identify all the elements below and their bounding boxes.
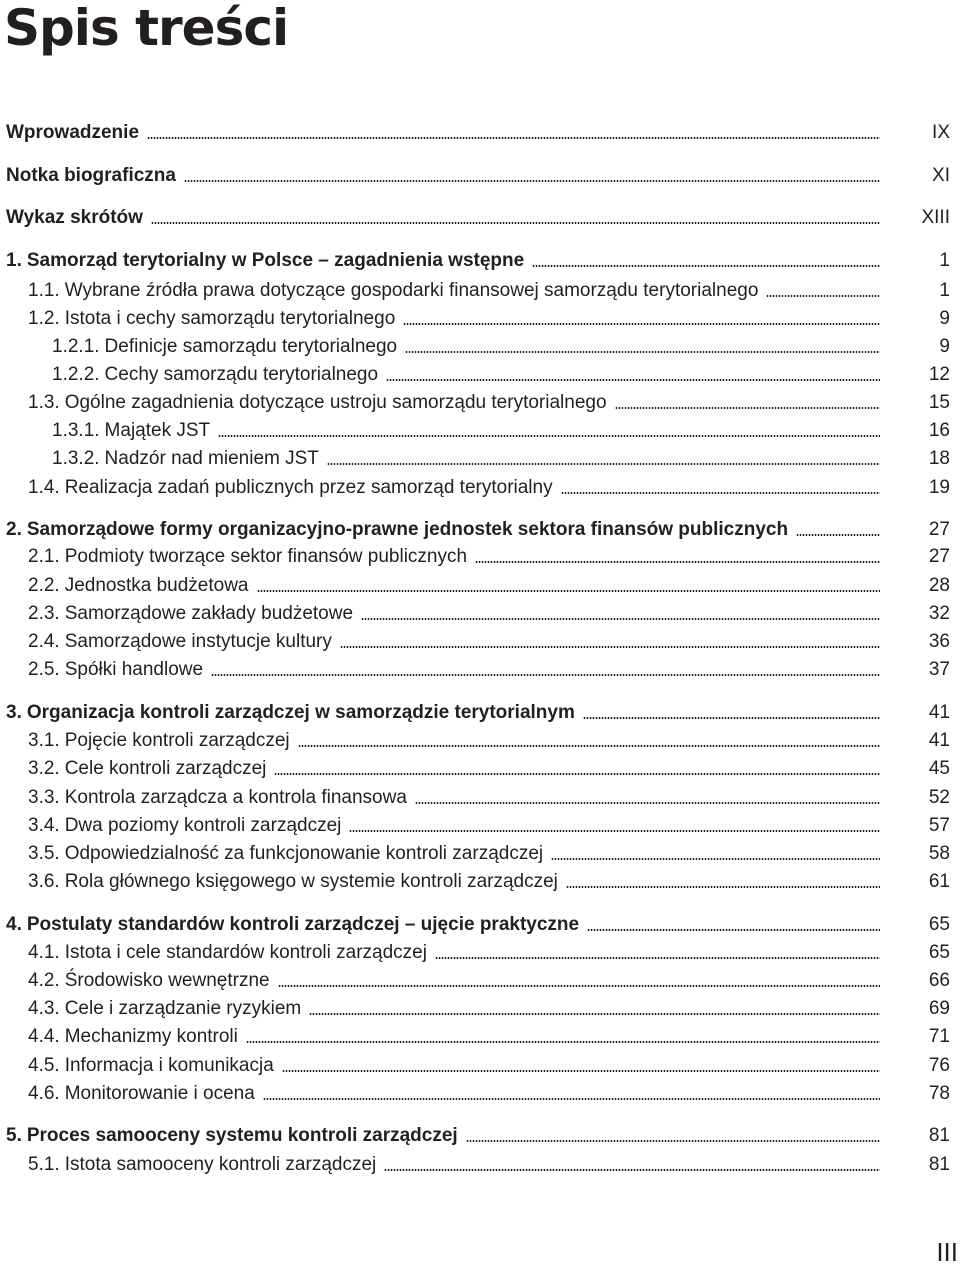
- section-number: 1.3.1.: [52, 420, 100, 441]
- leader-dots: [211, 674, 880, 676]
- page-reference: 61: [928, 871, 950, 892]
- leader-dots: [298, 745, 880, 747]
- toc-row: [0, 277, 960, 305]
- page-reference: 18: [928, 448, 950, 469]
- section-title: Wprowadzenie: [6, 122, 140, 143]
- leader-dots: [309, 1013, 880, 1015]
- section-number: 1.4.: [28, 477, 60, 498]
- page-reference: 81: [928, 1125, 950, 1146]
- leader-dots: [561, 492, 880, 494]
- leader-dots: [151, 222, 880, 224]
- toc-entry[interactable]: [52, 417, 880, 445]
- toc-entry[interactable]: [52, 445, 880, 473]
- toc-row: [0, 1080, 960, 1108]
- leader-dots: [551, 858, 880, 860]
- toc-row: [0, 939, 960, 967]
- toc-entry[interactable]: [28, 389, 880, 417]
- toc-entry[interactable]: [28, 1052, 880, 1080]
- leader-dots: [278, 985, 880, 987]
- section-title: Środowisko wewnętrzne: [64, 970, 270, 991]
- page-reference: 28: [928, 575, 950, 596]
- page-reference: XI: [932, 165, 950, 186]
- toc-entry[interactable]: [52, 361, 880, 389]
- section-title: Notka biograficzna: [6, 165, 176, 186]
- page-reference: 16: [928, 420, 950, 441]
- section-number: 3.4.: [28, 815, 60, 836]
- toc-row: [0, 543, 960, 571]
- section-title: Definicje samorządu terytorialnego: [104, 336, 398, 357]
- section-number: 2.: [6, 519, 22, 540]
- toc-entry[interactable]: [28, 600, 880, 628]
- toc-row: [0, 1122, 960, 1150]
- toc-entry[interactable]: [6, 911, 880, 939]
- toc-row: [0, 474, 960, 502]
- leader-dots: [532, 265, 880, 267]
- toc-row: [0, 600, 960, 628]
- toc-row: [0, 119, 960, 147]
- page-reference: 58: [928, 843, 950, 864]
- toc-row: [0, 162, 960, 190]
- leader-dots: [384, 1169, 880, 1171]
- leader-dots: [475, 561, 880, 563]
- page-reference: 78: [928, 1083, 950, 1104]
- leader-dots: [257, 590, 881, 592]
- toc-row: [0, 516, 960, 544]
- section-number: 1.2.: [28, 308, 60, 329]
- leader-dots: [361, 618, 880, 620]
- section-number: 5.: [6, 1125, 22, 1146]
- section-number: 2.3.: [28, 603, 60, 624]
- section-number: 3.1.: [28, 730, 60, 751]
- section-title: Istota samooceny kontroli zarządczej: [64, 1154, 377, 1175]
- page-reference: 76: [928, 1055, 950, 1076]
- leader-dots: [340, 646, 880, 648]
- section-title: Nadzór nad mieniem JST: [104, 448, 319, 469]
- toc-row: [0, 1052, 960, 1080]
- toc-row: [0, 911, 960, 939]
- toc-entry[interactable]: [28, 572, 880, 600]
- leader-dots: [327, 463, 880, 465]
- section-number: 3.6.: [28, 871, 60, 892]
- section-number: 2.5.: [28, 659, 60, 680]
- toc-entry[interactable]: [28, 543, 880, 571]
- section-number: 2.1.: [28, 546, 60, 567]
- section-number: 4.: [6, 914, 22, 935]
- leader-dots: [218, 435, 880, 437]
- toc-entry[interactable]: [6, 1122, 880, 1150]
- section-title: Pojęcie kontroli zarządczej: [64, 730, 290, 751]
- leader-dots: [583, 717, 880, 719]
- section-title: Wykaz skrótów: [6, 207, 143, 228]
- section-number: 1.3.2.: [52, 448, 100, 469]
- page-reference: 19: [928, 477, 950, 498]
- section-number: 4.5.: [28, 1055, 60, 1076]
- section-title: Samorządowe instytucje kultury: [64, 631, 332, 652]
- toc-row: [0, 247, 960, 275]
- toc-row: [0, 656, 960, 684]
- toc-row: [0, 755, 960, 783]
- toc-entry[interactable]: [28, 939, 880, 967]
- page-reference: 27: [928, 519, 950, 540]
- page-reference: 66: [928, 970, 950, 991]
- section-title: Wybrane źródła prawa dotyczące gospodarki finansowej samorządu terytorialnego: [64, 280, 759, 301]
- toc-entry[interactable]: [28, 1151, 880, 1179]
- toc-row: [0, 389, 960, 417]
- toc-entry[interactable]: [6, 204, 880, 232]
- page-reference: 37: [928, 659, 950, 680]
- section-title: Cechy samorządu terytorialnego: [104, 364, 379, 385]
- section-number: 1.3.: [28, 392, 60, 413]
- page-reference: 71: [928, 1026, 950, 1047]
- page-reference: 65: [928, 942, 950, 963]
- page-reference: 41: [928, 702, 950, 723]
- section-title: Samorządowe formy organizacyjno-prawne jednostek sektora finansów publicznych: [26, 519, 789, 540]
- toc-row: [0, 333, 960, 361]
- section-number: 3.2.: [28, 758, 60, 779]
- page-reference: 1: [939, 250, 950, 271]
- section-title: Istota i cele standardów kontroli zarządczej: [64, 942, 427, 963]
- page-reference: 1: [939, 280, 950, 301]
- leader-dots: [566, 886, 880, 888]
- toc-entry[interactable]: [28, 784, 880, 812]
- page-reference: 57: [928, 815, 950, 836]
- section-title: Monitorowanie i ocena: [64, 1083, 255, 1104]
- leader-dots: [282, 1070, 880, 1072]
- toc-entry[interactable]: [28, 628, 880, 656]
- section-number: 4.6.: [28, 1083, 60, 1104]
- section-title: Informacja i komunikacja: [64, 1055, 274, 1076]
- section-number: 2.2.: [28, 575, 60, 596]
- toc-entry[interactable]: [28, 1080, 880, 1108]
- section-title: Postulaty standardów kontroli zarządczej – ujęcie praktyczne: [26, 914, 580, 935]
- toc-entry[interactable]: [28, 305, 880, 333]
- page-reference: 65: [928, 914, 950, 935]
- page-reference: 41: [928, 730, 950, 751]
- toc-row: [0, 995, 960, 1023]
- leader-dots: [415, 802, 880, 804]
- leader-dots: [386, 379, 880, 381]
- section-number: 2.4.: [28, 631, 60, 652]
- page-reference: 69: [928, 998, 950, 1019]
- page-reference: 81: [928, 1154, 950, 1175]
- toc-row: [0, 784, 960, 812]
- toc-row: [0, 628, 960, 656]
- toc-row: [0, 204, 960, 232]
- toc-row: [0, 417, 960, 445]
- leader-dots: [587, 929, 880, 931]
- toc-row: [0, 699, 960, 727]
- toc-entry[interactable]: [28, 755, 880, 783]
- toc-entry[interactable]: [52, 333, 880, 361]
- leader-dots: [147, 137, 880, 139]
- leader-dots: [246, 1041, 880, 1043]
- toc-entry[interactable]: [6, 162, 880, 190]
- section-title: Ogólne zagadnienia dotyczące ustroju samorządu terytorialnego: [64, 392, 607, 413]
- toc-entry[interactable]: [6, 119, 880, 147]
- leader-dots: [403, 323, 880, 325]
- section-number: 1.: [6, 250, 22, 271]
- toc-entry[interactable]: [28, 995, 880, 1023]
- page-reference: 15: [928, 392, 950, 413]
- section-title: Samorządowe zakłady budżetowe: [64, 603, 354, 624]
- toc-entry[interactable]: [28, 656, 880, 684]
- leader-dots: [405, 351, 880, 353]
- leader-dots: [615, 407, 880, 409]
- section-number: 4.1.: [28, 942, 60, 963]
- leader-dots: [466, 1140, 880, 1142]
- section-title: Cele kontroli zarządczej: [64, 758, 267, 779]
- section-title: Kontrola zarządcza a kontrola finansowa: [64, 787, 407, 808]
- toc-entry[interactable]: [28, 474, 880, 502]
- section-number: 5.1.: [28, 1154, 60, 1175]
- section-number: 4.3.: [28, 998, 60, 1019]
- section-title: Cele i zarządzanie ryzykiem: [64, 998, 302, 1019]
- section-title: Proces samooceny systemu kontroli zarządczej: [26, 1125, 458, 1146]
- section-number: 4.2.: [28, 970, 60, 991]
- page-reference: 9: [939, 336, 950, 357]
- toc-entry[interactable]: [28, 1023, 880, 1051]
- page-title: Spis treści: [4, 0, 289, 57]
- section-title: Odpowiedzialność za funkcjonowanie kontroli zarządczej: [64, 843, 544, 864]
- page-reference: 32: [928, 603, 950, 624]
- section-title: Dwa poziomy kontroli zarządczej: [64, 815, 342, 836]
- leader-dots: [766, 295, 880, 297]
- page-reference: XIII: [921, 207, 950, 228]
- section-number: 3.5.: [28, 843, 60, 864]
- section-number: 4.4.: [28, 1026, 60, 1047]
- page-number: III: [936, 1237, 958, 1267]
- leader-dots: [274, 773, 880, 775]
- toc-row: [0, 572, 960, 600]
- page-reference: 12: [928, 364, 950, 385]
- section-title: Majątek JST: [104, 420, 211, 441]
- toc-entry[interactable]: [28, 727, 880, 755]
- toc-entry[interactable]: [6, 516, 880, 544]
- page-reference: 36: [928, 631, 950, 652]
- toc-entry[interactable]: [6, 699, 880, 727]
- section-number: 1.2.1.: [52, 336, 100, 357]
- section-title: Realizacja zadań publicznych przez samorząd terytorialny: [64, 477, 553, 498]
- toc-entry[interactable]: [28, 868, 880, 896]
- toc-row: [0, 840, 960, 868]
- page-reference: 52: [928, 787, 950, 808]
- toc-row: [0, 812, 960, 840]
- section-number: 3.3.: [28, 787, 60, 808]
- section-number: 3.: [6, 702, 22, 723]
- toc-row: [0, 1151, 960, 1179]
- section-number: 1.2.2.: [52, 364, 100, 385]
- toc-entry[interactable]: [28, 812, 880, 840]
- toc-row: [0, 868, 960, 896]
- toc-row: [0, 1023, 960, 1051]
- toc-entry[interactable]: [28, 840, 880, 868]
- toc-row: [0, 445, 960, 473]
- page-reference: 9: [939, 308, 950, 329]
- leader-dots: [349, 830, 880, 832]
- section-title: Organizacja kontroli zarządczej w samorządzie terytorialnym: [26, 702, 575, 723]
- toc-row: [0, 305, 960, 333]
- section-title: Samorząd terytorialny w Polsce – zagadnienia wstępne: [26, 250, 525, 271]
- leader-dots: [796, 534, 880, 536]
- page-reference: 45: [928, 758, 950, 779]
- section-number: 1.1.: [28, 280, 60, 301]
- section-title: Spółki handlowe: [64, 659, 204, 680]
- section-title: Istota i cechy samorządu terytorialnego: [64, 308, 396, 329]
- toc-entry[interactable]: [28, 967, 880, 995]
- page-reference: IX: [932, 122, 950, 143]
- toc-row: [0, 967, 960, 995]
- page-reference: 27: [928, 546, 950, 567]
- section-title: Jednostka budżetowa: [64, 575, 249, 596]
- toc-row: [0, 361, 960, 389]
- toc-entry[interactable]: [6, 247, 880, 275]
- section-title: Podmioty tworzące sektor finansów publicznych: [64, 546, 468, 567]
- toc-row: [0, 727, 960, 755]
- leader-dots: [184, 180, 880, 182]
- leader-dots: [435, 957, 880, 959]
- leader-dots: [263, 1098, 880, 1100]
- toc-entry[interactable]: [28, 277, 880, 305]
- section-title: Mechanizmy kontroli: [64, 1026, 238, 1047]
- section-title: Rola głównego księgowego w systemie kontroli zarządczej: [64, 871, 558, 892]
